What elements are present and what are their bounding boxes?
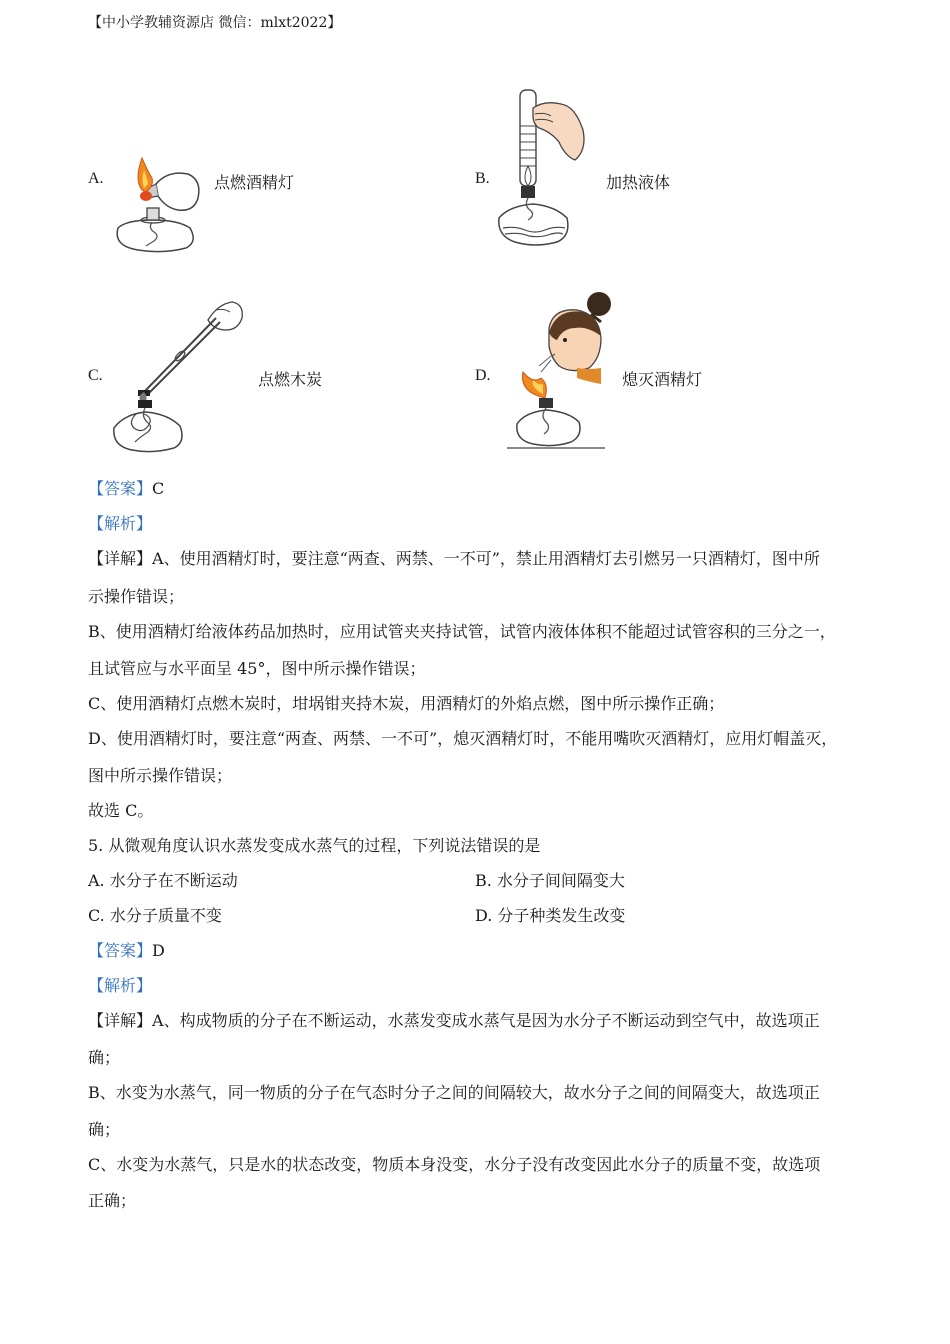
option-c-label: 点燃木炭: [258, 370, 323, 389]
q4-answer: C: [152, 479, 165, 498]
q4-detail-line-5: C、使用酒精灯点燃木炭时，坩埚钳夹持木炭，用酒精灯的外焰点燃，图中所示操作正确；: [88, 694, 725, 713]
q5-detail-line-1: [88, 1008, 868, 1031]
q4-detail-line-4: 且试管应与水平面呈 45°，图中所示操作错误；: [88, 659, 426, 678]
q5-detail-text-1: A、构成物质的分子在不断运动，水蒸发变成水蒸气是因为水分子不断运动到空气中，故选项正: [152, 1011, 820, 1030]
q5-detail-tag: 【详解】: [88, 1011, 153, 1030]
page-header: 【中小学教辅资源店 微信：mlxt2022】: [88, 15, 342, 31]
extinguishing-lamp-figure: [505, 288, 617, 453]
q5-detail-line-6: 正确；: [88, 1191, 137, 1210]
q5-option-d: D. 分子种类发生改变: [475, 906, 626, 925]
option-d-label: 熄灭酒精灯: [622, 370, 703, 389]
q5-option-a: A. 水分子在不断运动: [88, 871, 238, 890]
q5-option-b: B. 水分子间间隔变大: [475, 871, 625, 890]
q4-detail-line-1: [88, 546, 868, 569]
option-a-letter: A.: [88, 170, 104, 187]
q4-detail-tag: 【详解】: [88, 549, 153, 568]
q4-detail-line-2: 示操作错误；: [88, 587, 185, 606]
option-c-letter: C.: [88, 367, 103, 384]
q5-option-c: C. 水分子质量不变: [88, 906, 222, 925]
q5-detail-line-2: 确；: [88, 1048, 121, 1067]
option-d-letter: D.: [475, 367, 491, 384]
q5-detail-line-5: C、水变为水蒸气，只是水的状态改变，物质本身没变，水分子没有改变因此水分子的质量不变，故选项: [88, 1155, 821, 1174]
q4-detail-line-8: 故选 C。: [88, 801, 154, 820]
q4-analysis-tag: 【解析】: [88, 514, 153, 533]
option-b-label: 加热液体: [606, 173, 671, 192]
q5-analysis-tag: 【解析】: [88, 976, 153, 995]
option-b-letter: B.: [475, 170, 490, 187]
q4-detail-line-3: B、使用酒精灯给液体药品加热时，应用试管夹夹持试管，试管内液体体积不能超过试管容积的三分之一，: [88, 622, 836, 641]
q5-detail-line-4: 确；: [88, 1120, 121, 1139]
option-a-label: 点燃酒精灯: [214, 173, 295, 192]
heating-liquid-figure: [495, 86, 590, 251]
q4-answer-line: [88, 476, 164, 499]
q5-answer-line: [88, 938, 165, 961]
q4-detail-line-6: D、使用酒精灯时，要注意“两查、两禁、一不可”，熄灭酒精灯时，不能用嘴吹灭酒精灯，应用灯帽盖灭，: [88, 729, 838, 748]
q5-answer-tag: 【答案】: [88, 941, 153, 960]
q4-detail-line-7: 图中所示操作错误；: [88, 766, 233, 785]
q5-detail-line-3: B、水变为水蒸气，同一物质的分子在气态时分子之间的间隔较大，故水分子之间的间隔变大，故选项正: [88, 1083, 820, 1102]
lighting-alcohol-lamp-figure: [108, 150, 208, 255]
q4-answer-tag: 【答案】: [88, 479, 153, 498]
q5-answer: D: [152, 941, 165, 960]
q4-detail-text-1: A、使用酒精灯时，要注意“两查、两禁、一不可”，禁止用酒精灯去引燃另一只酒精灯，图中所: [152, 549, 820, 568]
lighting-charcoal-figure: [108, 296, 248, 456]
q5-stem: 5. 从微观角度认识水蒸发变成水蒸气的过程，下列说法错误的是: [88, 836, 541, 855]
